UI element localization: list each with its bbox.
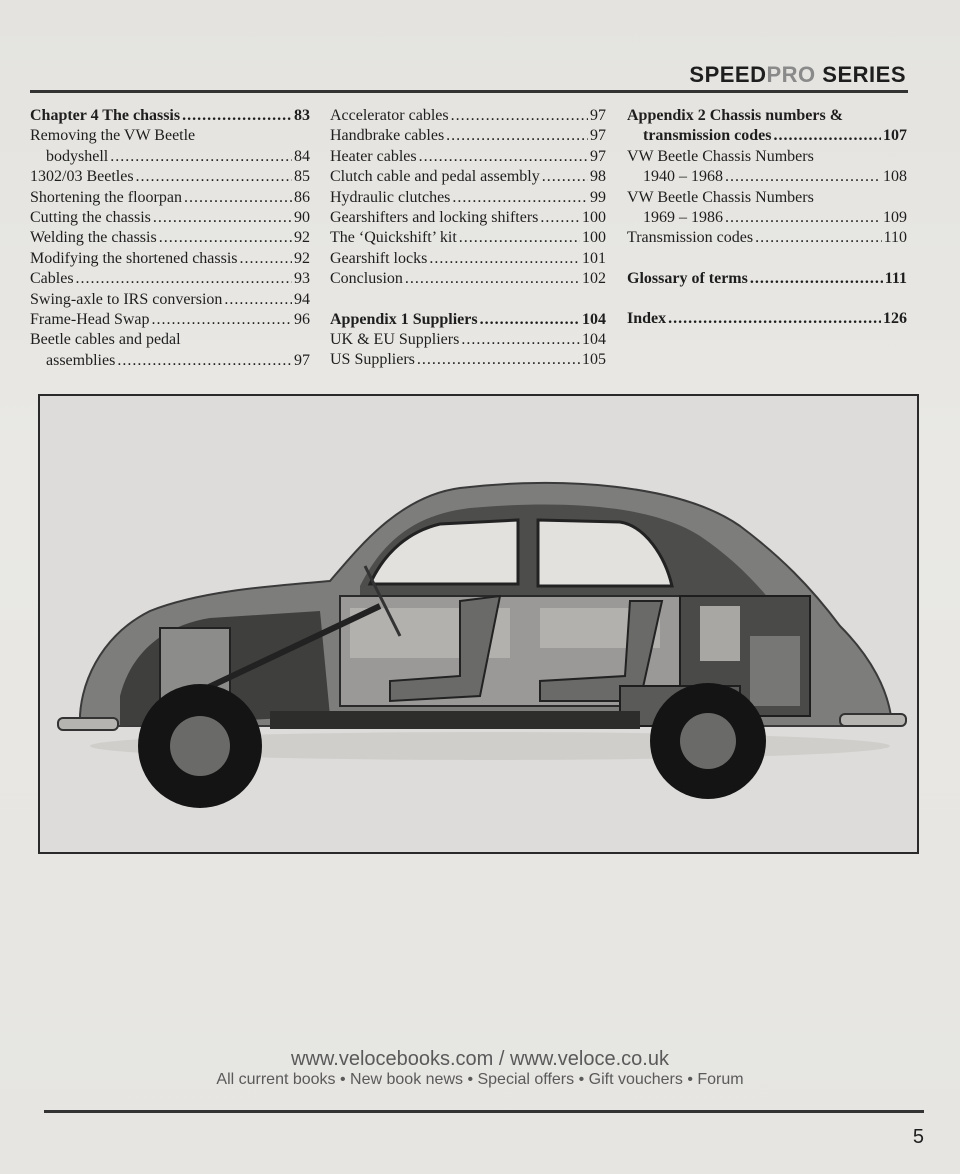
toc-entry-page: 100 (582, 209, 606, 227)
toc-column-3 (627, 106, 907, 330)
toc-entry (330, 147, 606, 167)
series-speed: SPEED (689, 62, 767, 87)
toc-entry-title: Chapter 4 The chassis (30, 107, 181, 124)
toc-entry-title: 1940 – 1968 (643, 168, 723, 186)
toc-entry-page: 92 (294, 249, 310, 267)
toc-entry-page: 98 (590, 168, 606, 186)
toc-entry-page: 90 (294, 209, 310, 227)
toc-entry (30, 269, 310, 289)
toc-entry-title: Removing the VW Beetle (30, 127, 196, 145)
toc-entry-page: 86 (294, 188, 310, 206)
footer-tagline: All current books • New book news • Special offers • Gift vouchers • Forum (216, 1071, 744, 1088)
toc-entry (330, 310, 606, 330)
toc-entry (30, 106, 310, 126)
toc-entry (30, 290, 310, 310)
toc-entry (30, 167, 310, 187)
series-title (689, 62, 906, 88)
toc-entry (627, 126, 907, 146)
toc-entry-title: Glossary of terms (627, 269, 748, 287)
toc-leader-dots (461, 330, 580, 350)
header-rule (30, 90, 908, 93)
toc-entry (30, 147, 310, 167)
toc-spacer (627, 249, 907, 269)
toc-entry-title: Cutting the chassis (30, 209, 151, 227)
toc-entry-page: 84 (294, 147, 310, 165)
toc-entry-page: 104 (582, 310, 606, 328)
toc-entry (330, 228, 606, 248)
toc-entry-page: 94 (294, 290, 310, 308)
toc-entry-page: 99 (590, 188, 606, 206)
toc-entry-title: Beetle cables and pedal (30, 331, 181, 349)
toc-entry-title: Appendix 1 Suppliers (330, 310, 478, 328)
toc-entry-page: 104 (582, 331, 606, 349)
toc-entry (627, 228, 907, 248)
toc-entry-page: 97 (590, 147, 606, 165)
toc-entry-title: Heater cables (330, 147, 417, 165)
toc-leader-dots (429, 249, 580, 269)
toc-leader-dots (452, 188, 588, 208)
toc-entry (30, 188, 310, 208)
toc-entry-title: assemblies (46, 351, 116, 369)
toc-entry (627, 208, 907, 228)
toc-entry-title: Shortening the floorpan (30, 188, 182, 206)
toc-entry (30, 310, 310, 330)
toc-entry-title: Gearshifters and locking shifters (330, 209, 539, 227)
toc-leader-dots (725, 208, 881, 228)
beetle-cutaway-drawing (40, 396, 917, 852)
toc-entry (627, 269, 907, 289)
toc-leader-dots (755, 228, 882, 248)
toc-entry-title: US Suppliers (330, 351, 415, 369)
toc-leader-dots (159, 228, 292, 248)
toc-entry-title: The ‘Quickshift’ kit (330, 229, 457, 247)
toc-entry-page: 97 (294, 351, 310, 369)
toc-column-2 (330, 106, 606, 371)
toc-entry-page: 101 (582, 249, 606, 267)
toc-entry (30, 228, 310, 248)
toc-entry (330, 330, 606, 350)
toc-spacer (627, 289, 907, 309)
toc-leader-dots (725, 167, 881, 187)
toc-leader-dots (773, 126, 881, 146)
toc-leader-dots (182, 106, 292, 126)
toc-entry (330, 350, 606, 370)
toc-entry-title: transmission codes (643, 127, 772, 145)
toc-entry-page: 97 (590, 127, 606, 145)
toc-leader-dots (184, 188, 292, 208)
toc-leader-dots (152, 310, 292, 330)
toc-entry-page: 92 (294, 229, 310, 247)
toc-entry (30, 208, 310, 228)
toc-leader-dots (405, 269, 580, 289)
toc-entry-page: 109 (883, 209, 907, 227)
toc-leader-dots (419, 147, 588, 167)
toc-entry-title: Welding the chassis (30, 229, 157, 247)
toc-entry-title: Clutch cable and pedal assembly (330, 168, 540, 186)
toc-entry-title: Cables (30, 270, 74, 288)
toc-entry-title: Swing-axle to IRS conversion (30, 290, 223, 308)
toc-entry-page: 85 (294, 168, 310, 186)
toc-entry-title: Conclusion (330, 270, 403, 288)
toc-entry-page: 83 (294, 107, 310, 124)
toc-entry-page: 126 (883, 310, 907, 328)
toc-entry-page: 100 (582, 229, 606, 247)
toc-entry-page: 108 (883, 168, 907, 186)
series-pro: PRO (766, 62, 816, 87)
toc-entry (330, 106, 606, 126)
toc-entry (330, 208, 606, 228)
toc-entry-title: UK & EU Suppliers (330, 331, 460, 349)
toc-leader-dots (76, 269, 292, 289)
toc-leader-dots (446, 126, 588, 146)
toc-entry-page: 102 (582, 270, 606, 288)
toc-entry-title: 1969 – 1986 (643, 209, 723, 227)
toc-entry-title: Modifying the shortened chassis (30, 249, 238, 267)
toc-leader-dots (417, 350, 580, 370)
toc-entry (330, 188, 606, 208)
toc-leader-dots (136, 167, 292, 187)
toc-entry-title: Transmission codes (627, 229, 754, 247)
footer-url[interactable]: www.velocebooks.com / www.veloce.co.uk (291, 1048, 669, 1070)
page-number: 5 (912, 1126, 924, 1148)
toc-entry (30, 249, 310, 269)
toc-entry-title: Gearshift locks (330, 249, 428, 267)
toc-column-1 (30, 106, 310, 371)
toc-entry (627, 167, 907, 187)
toc-leader-dots (480, 310, 580, 330)
toc-entry-page: 107 (883, 127, 907, 145)
toc-entry-page: 97 (590, 107, 606, 124)
toc-leader-dots (110, 147, 292, 167)
toc-entry-page: 111 (884, 269, 907, 287)
toc-entry-page: 96 (294, 311, 310, 329)
toc-leader-dots (750, 269, 883, 289)
toc-entry (330, 167, 606, 187)
toc-leader-dots (459, 228, 580, 248)
toc-entry-title: Index (627, 310, 667, 328)
toc-leader-dots (117, 351, 292, 371)
toc-entry (330, 269, 606, 289)
toc-leader-dots (668, 309, 881, 329)
toc-entry-title: Hydraulic clutches (330, 188, 451, 206)
toc-entry-title: Accelerator cables (330, 107, 449, 124)
toc-entry (30, 351, 310, 371)
footer-rule (44, 1110, 924, 1113)
toc-entry-page: 105 (582, 351, 606, 369)
toc-leader-dots (240, 249, 292, 269)
toc-leader-dots (153, 208, 292, 228)
toc-entry-title: bodyshell (46, 147, 109, 165)
toc-leader-dots (224, 290, 292, 310)
toc-entry-page: 93 (294, 270, 310, 288)
toc-entry (330, 249, 606, 269)
beetle-cutaway-illustration (38, 394, 919, 854)
toc-entry (627, 309, 907, 329)
toc-leader-dots (542, 167, 588, 187)
toc-entry (330, 126, 606, 146)
series-suffix: SERIES (815, 62, 906, 87)
toc-entry-title: VW Beetle Chassis Numbers (627, 147, 814, 165)
toc-entry-title: Appendix 2 Chassis numbers & (627, 107, 844, 124)
toc-entry-title: VW Beetle Chassis Numbers (627, 188, 814, 206)
toc-spacer (330, 290, 606, 310)
toc-leader-dots (451, 106, 588, 126)
toc-entry-page: 110 (883, 229, 907, 247)
toc-entry-title: Frame-Head Swap (30, 311, 150, 329)
toc-entry-title: Handbrake cables (330, 127, 445, 145)
toc-entry-title: 1302/03 Beetles (30, 168, 134, 186)
toc-leader-dots (540, 208, 580, 228)
